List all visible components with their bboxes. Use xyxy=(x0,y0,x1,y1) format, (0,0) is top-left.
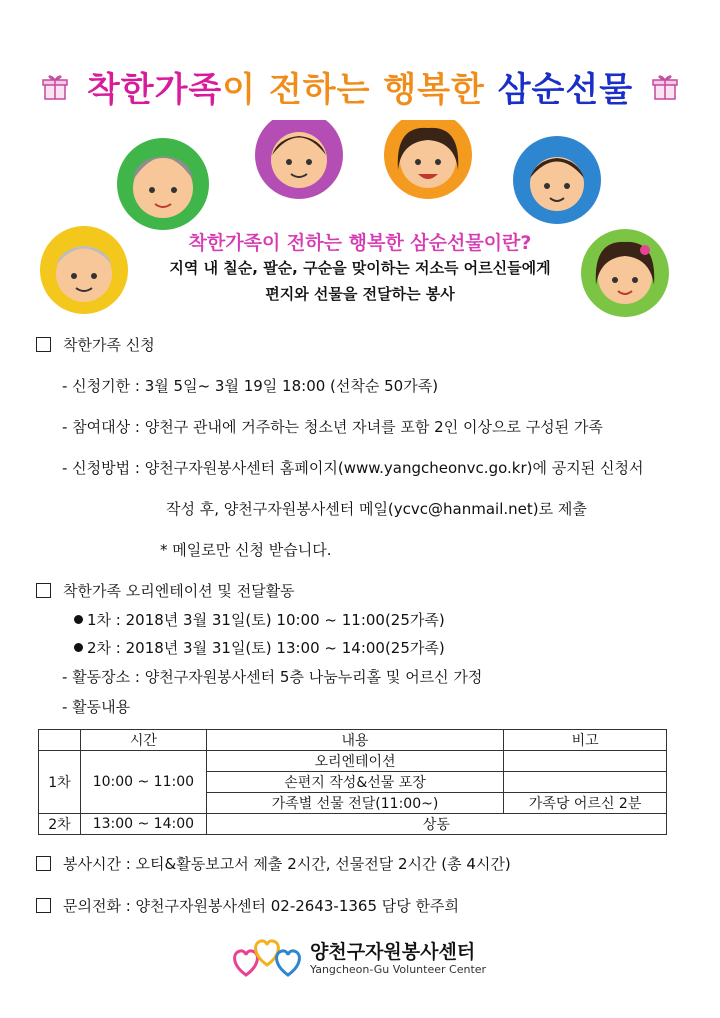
table-cell: 손편지 작성&선물 포장 xyxy=(206,772,504,793)
apply-period: - 신청기한 : 3월 5일~ 3월 19일 18:00 (선착순 50가족) xyxy=(62,377,439,395)
hours-text: 봉사시간 : 오티&활동보고서 제출 2시간, 선물전달 2시간 (총 4시간) xyxy=(63,855,511,873)
table-cell: 10:00 ~ 11:00 xyxy=(80,751,206,814)
gift-icon xyxy=(650,72,680,102)
table-header: 시간 xyxy=(80,730,206,751)
table-header xyxy=(39,730,81,751)
apply-method-cont: 작성 후, 양천구자원봉사센터 메일(ycvc@hanmail.net)로 제출 xyxy=(166,500,587,518)
table-cell: 오리엔테이션 xyxy=(206,751,504,772)
schedule-table xyxy=(38,729,667,835)
table-cell: 2차 xyxy=(39,814,81,835)
slogan-line: 지역 내 칠순, 팔순, 구순을 맞이하는 저소득 어르신들에게 xyxy=(169,259,551,277)
round1-text: 1차 : 2018년 3월 31일(토) 10:00 ~ 11:00(25가족) xyxy=(87,611,445,629)
contact-text: 문의전화 : 양천구자원봉사센터 02-2643-1365 담당 한주희 xyxy=(63,897,459,915)
checkbox-icon xyxy=(36,898,51,913)
activity-content-label: - 활동내용 xyxy=(62,698,131,716)
father-face-icon xyxy=(255,120,343,199)
logo-subtitle: Yangcheon-Gu Volunteer Center xyxy=(310,963,487,976)
title-part2: 이 전하는 행복한 xyxy=(222,70,498,110)
checkbox-icon xyxy=(36,337,51,352)
section-heading: 착한가족 오리엔테이션 및 전달활동 xyxy=(63,582,295,600)
page-title xyxy=(0,62,720,111)
round2-text: 2차 : 2018년 3월 31일(토) 13:00 ~ 14:00(25가족) xyxy=(87,639,445,657)
slogan-title: 착한가족이 전하는 행복한 삼순선물이란? xyxy=(188,232,532,254)
son-face-icon xyxy=(513,136,601,224)
title-part3: 삼순선물 xyxy=(497,70,634,110)
section-hours xyxy=(36,853,511,874)
table-header: 내용 xyxy=(206,730,504,751)
slogan-block xyxy=(0,228,720,307)
table-row xyxy=(39,751,667,772)
table-row xyxy=(39,814,667,835)
table-header: 비고 xyxy=(504,730,667,751)
table-cell: 13:00 ~ 14:00 xyxy=(80,814,206,835)
volunteer-center-logo xyxy=(230,935,510,985)
title-part1: 착한가족 xyxy=(86,70,223,110)
apply-method: - 신청방법 : 양천구자원봉사센터 홈페이지(www.yangcheonvc.go.kr)에 공지된 신청서 xyxy=(62,459,644,477)
table-header-row xyxy=(39,730,667,751)
hearts-logo-icon xyxy=(230,935,304,983)
apply-target: - 참여대상 : 양천구 관내에 거주하는 청소년 자녀를 포함 2인 이상으로 구성된 가족 xyxy=(62,418,603,436)
activity-place: - 활동장소 : 양천구자원봉사센터 5층 나눔누리홀 및 어르신 가정 xyxy=(62,668,483,686)
table-cell: 가족별 선물 전달(11:00~) xyxy=(206,793,504,814)
round1-info xyxy=(74,609,445,630)
apply-note: * 메일로만 신청 받습니다. xyxy=(160,541,332,559)
section-apply-heading xyxy=(36,334,155,355)
table-cell: 가족당 어르신 2분 xyxy=(504,793,667,814)
table-cell xyxy=(504,772,667,793)
checkbox-icon xyxy=(36,583,51,598)
section-heading: 착한가족 신청 xyxy=(63,336,155,354)
round2-info xyxy=(74,637,445,658)
bullet-icon xyxy=(74,615,83,624)
grandmother-face-icon xyxy=(117,138,209,230)
section-contact xyxy=(36,895,459,916)
logo-name: 양천구자원봉사센터 xyxy=(310,941,476,963)
table-cell xyxy=(504,751,667,772)
checkbox-icon xyxy=(36,856,51,871)
slogan-line: 편지와 선물을 전달하는 봉사 xyxy=(265,285,455,303)
table-cell: 1차 xyxy=(39,751,81,814)
gift-icon xyxy=(40,72,70,102)
mother-face-icon xyxy=(384,120,472,199)
section-activity-heading xyxy=(36,580,295,601)
table-cell: 상동 xyxy=(206,814,666,835)
bullet-icon xyxy=(74,643,83,652)
